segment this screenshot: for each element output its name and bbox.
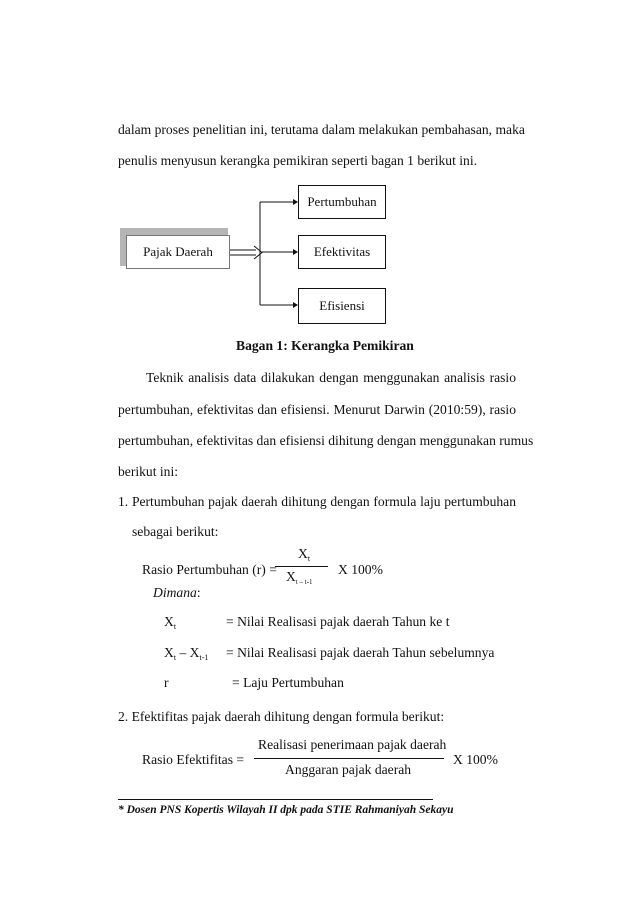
para-line-3: pertumbuhan, efektivitas dan efisiensi dihitung dengan menggunakan rumus (118, 433, 534, 448)
target-box-pertumbuhan (298, 185, 386, 219)
growth-fraction-bar (275, 566, 328, 567)
footnote-rule (118, 799, 433, 800)
source-box (126, 235, 230, 269)
def-r-symbol: r (164, 675, 169, 690)
def-diff-symbol: $X_t - X_{t-1}$ (164, 645, 209, 662)
target-box-efektivitas (298, 235, 386, 269)
def-xt-symbol: $X_t$ (164, 614, 177, 631)
target-box-label: Efisiensi (319, 298, 365, 313)
effectiveness-numerator: Realisasi penerimaan pajak daerah (258, 737, 447, 752)
effectiveness-denominator: Anggaran pajak daerah (285, 762, 412, 777)
growth-numerator: $X_t$ (298, 546, 311, 563)
intro-line-1: dalam proses penelitian ini, terutama dalam melakukan pembahasan, maka (118, 122, 525, 137)
footnote: * Dosen PNS Kopertis Wilayah II dpk pada STIE Rahmaniyah Sekayu (118, 804, 454, 816)
target-box-efisiensi (298, 288, 386, 324)
para-line-2: pertumbuhan, efektivitas dan efisiensi. Menurut Darwin (2010:59), rasio (118, 402, 516, 417)
effectiveness-formula-label: Rasio Efektifitas = (142, 752, 245, 767)
effectiveness-multiplier: X 100% (453, 752, 498, 767)
para-line-4: berikut ini: (118, 464, 179, 479)
item1-line-2: sebagai berikut: (132, 524, 219, 539)
def-xt-desc: = Nilai Realisasi pajak daerah Tahun ke t (226, 614, 450, 629)
item2-line-1: 2. Efektifitas pajak daerah dihitung dengan formula berikut: (118, 709, 445, 724)
para-line-1: Teknik analisis data dilakukan dengan menggunakan analisis rasio (146, 370, 516, 385)
item1-line-1: 1. Pertumbuhan pajak daerah dihitung dengan formula laju pertumbuhan (118, 494, 516, 509)
where-label: Dimana: (153, 585, 201, 600)
def-diff-desc: = Nilai Realisasi pajak daerah Tahun sebelumnya (226, 645, 495, 660)
def-r-desc: = Laju Pertumbuhan (232, 675, 344, 690)
source-box-label: Pajak Daerah (143, 244, 213, 259)
growth-formula-label: Rasio Pertumbuhan (r) = (142, 562, 277, 577)
source-arrow-head (254, 246, 262, 259)
intro-line-2: penulis menyusun kerangka pemikiran seperti bagan 1 berikut ini. (118, 153, 478, 168)
target-box-label: Efektivitas (313, 244, 371, 259)
target-box-label: Pertumbuhan (307, 194, 377, 209)
growth-multiplier: X 100% (338, 562, 383, 577)
effectiveness-fraction-bar (254, 758, 444, 759)
diagram-caption: Bagan 1: Kerangka Pemikiran (236, 338, 414, 353)
growth-denominator: $X_{t - t-1}$ (286, 569, 313, 586)
